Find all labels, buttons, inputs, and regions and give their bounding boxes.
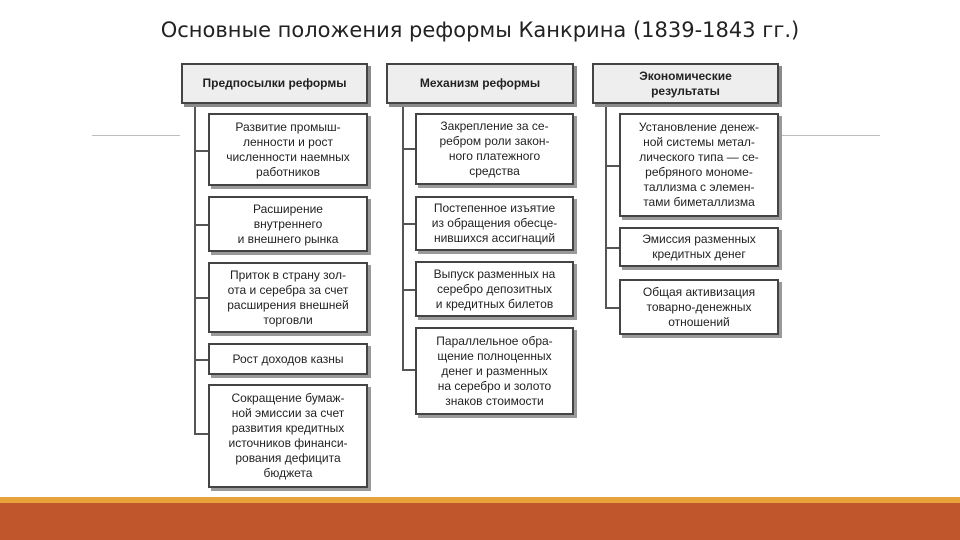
column-header-results: Экономические результаты — [592, 63, 779, 104]
connector-stub — [194, 150, 208, 152]
connector-stub — [402, 223, 415, 225]
mechanism-box-issue: Выпуск разменных на серебро депозитных и кредитных билетов — [415, 261, 574, 317]
connector-stub — [605, 247, 619, 249]
connector-stub — [194, 433, 208, 435]
connector-column-3 — [605, 103, 607, 307]
mechanism-box-withdrawal: Постепенное изъятие из обращения обесце- нившихся ассигнаций — [415, 196, 574, 251]
prerequisite-box-market: Расширение внутреннего и внешнего рынка — [208, 196, 368, 252]
prerequisite-box-treasury: Рост доходов казны — [208, 343, 368, 375]
connector-stub — [194, 359, 208, 361]
connector-column-1 — [194, 103, 196, 433]
result-box-activation: Общая активизация товарно-денежных отношений — [619, 279, 779, 335]
result-box-emission: Эмиссия разменных кредитных денег — [619, 227, 779, 267]
connector-stub — [402, 148, 415, 150]
connector-stub — [194, 224, 208, 226]
connector-stub — [402, 369, 415, 371]
connector-stub — [605, 307, 619, 309]
result-box-monetary-system: Установление денеж- ной системы метал- лического типа — се- ребряного мономе- таллизма с элемен- тами биметаллизма — [619, 113, 779, 217]
prerequisite-box-gold-silver: Приток в страну зол- ота и серебра за счет расширения внешней торговли — [208, 262, 368, 333]
connector-stub — [605, 165, 619, 167]
column-header-prerequisites: Предпосылки реформы — [181, 63, 368, 104]
slide-title: Основные положения реформы Канкрина (1839-1843 гг.) — [160, 18, 800, 42]
mechanism-box-silver: Закрепление за се- ребром роли закон- ного платежного средства — [415, 113, 574, 185]
mechanism-box-parallel: Параллельное обра- щение полноценных денег и разменных на серебро и золото знаков стоимости — [415, 327, 574, 415]
prerequisite-box-emission: Сокращение бумаж- ной эмиссии за счет развития кредитных источников финанси- рования дефицита бюджета — [208, 384, 368, 488]
connector-stub — [194, 297, 208, 299]
connector-column-2 — [402, 103, 404, 369]
prerequisite-box-industry: Развитие промыш- ленности и рост численности наемных работников — [208, 113, 368, 186]
column-header-mechanism: Механизм реформы — [386, 63, 574, 104]
footer-bar — [0, 503, 960, 540]
connector-stub — [402, 289, 415, 291]
